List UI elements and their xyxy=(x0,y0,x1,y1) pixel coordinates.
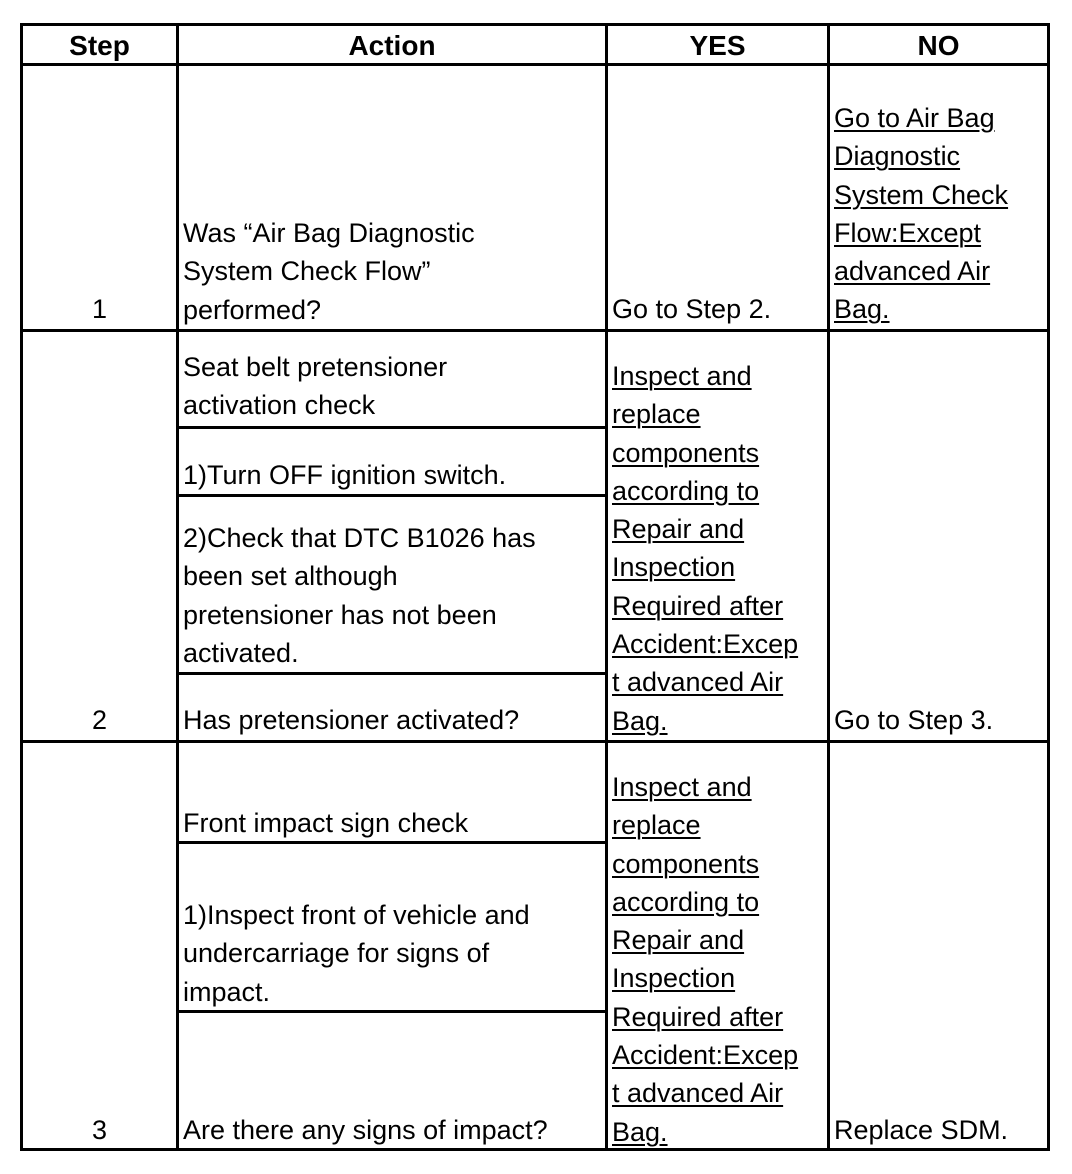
header-no: NO xyxy=(917,30,960,61)
yes-result: Go to Step 2. xyxy=(612,294,772,324)
action-text: 2)Check that DTC B1026 has been set although pretensioner has not been activated. xyxy=(183,523,536,668)
step-number: 2 xyxy=(91,705,108,735)
no-link[interactable]: Go to Air Bag Diagnostic System Check Flow:Except advanced Air Bag. xyxy=(834,103,1009,325)
yes-link[interactable]: Inspect and replace components according to Repair and Inspection Required after Accident:Excep t advanced Air Bag. xyxy=(612,772,799,1147)
action-text: Front impact sign check xyxy=(183,808,469,838)
header-step: Step xyxy=(69,30,130,61)
action-text: 1)Turn OFF ignition switch. xyxy=(183,460,507,490)
diagnostic-table xyxy=(20,23,1050,1151)
action-text: Has pretensioner activated? xyxy=(183,705,520,735)
step-number: 1 xyxy=(91,294,108,324)
action-text: Seat belt pretensioner activation check xyxy=(183,352,448,421)
action-subdivider xyxy=(179,672,605,675)
no-result: Go to Step 3. xyxy=(834,705,994,735)
header-action: Action xyxy=(348,30,436,61)
step-number: 3 xyxy=(91,1115,108,1145)
row-divider xyxy=(23,329,1047,332)
action-subdivider xyxy=(179,494,605,497)
yes-link[interactable]: Inspect and replace components according to Repair and Inspection Required after Accident:Excep t advanced Air Bag. xyxy=(612,361,799,736)
header-yes: YES xyxy=(689,30,746,61)
action-subdivider xyxy=(179,426,605,429)
action-text: Was “Air Bag Diagnostic System Check Flow” performed? xyxy=(183,218,475,325)
column-divider xyxy=(605,26,608,1148)
row-divider xyxy=(23,740,1047,743)
column-divider xyxy=(827,26,830,1148)
no-result: Replace SDM. xyxy=(834,1115,1009,1145)
action-text: Are there any signs of impact? xyxy=(183,1115,548,1145)
action-text: 1)Inspect front of vehicle and undercarriage for signs of impact. xyxy=(183,900,530,1007)
column-divider xyxy=(176,26,179,1148)
